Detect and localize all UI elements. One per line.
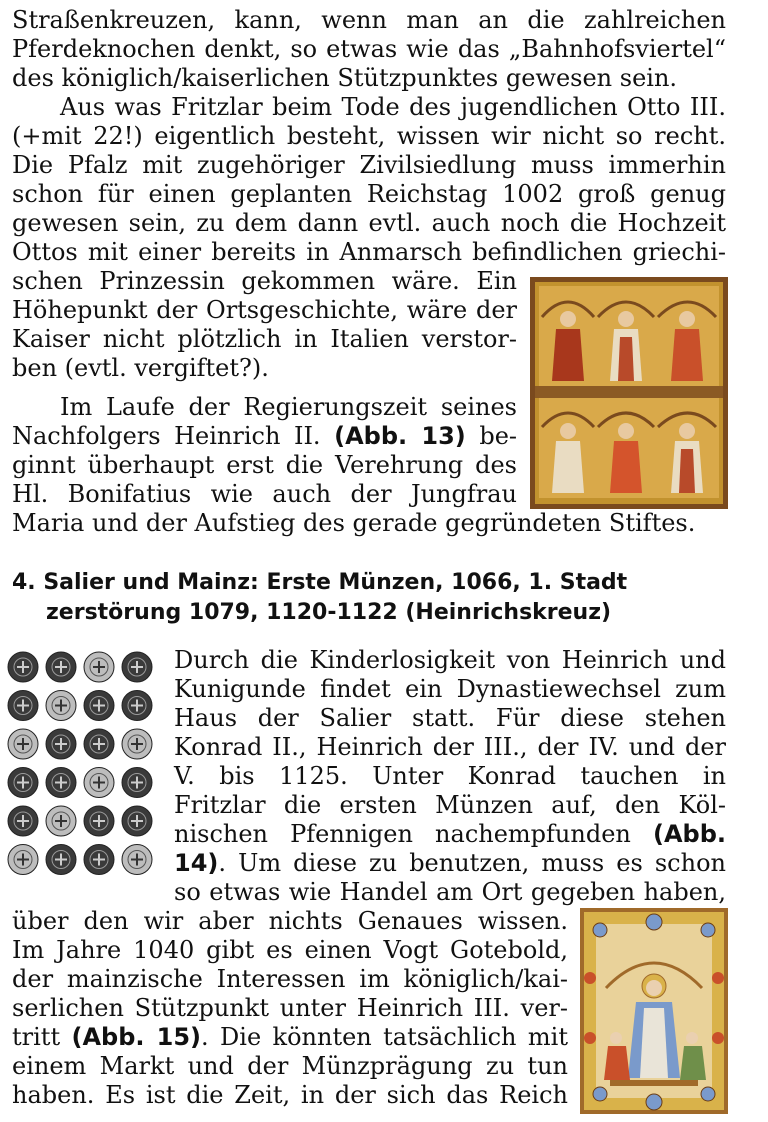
coin [84,652,114,682]
text-line: Fritzlar die ersten Münzen auf, den Köl- [174,791,726,819]
coin [46,652,76,682]
text-line: so etwas wie Handel am Ort gegeben haben, [174,878,726,906]
text-span: tritt [12,1023,72,1051]
coin [46,768,76,798]
coin [84,729,114,759]
coin [8,691,38,721]
coin [8,806,38,836]
coins-grid [6,650,156,878]
text-line: Die Pfalz mit zugehöriger Zivilsiedlung muss immerhin [12,151,726,179]
text-line: Durch die Kinderlosigkeit von Heinrich und [174,646,726,674]
text-line: Im Laufe der Regierungszeit seines [60,393,517,421]
section-heading: 4. Salier und Mainz: Erste Münzen, 1066, 1. Stadt [12,570,628,595]
text-line: (+mit 22!) eigentlich besteht, wissen wir nicht so recht. [12,122,726,150]
text-line [12,1023,568,1052]
text-line: Höhepunkt der Ortsgeschichte, wäre der [12,296,517,324]
coin [8,768,38,798]
text-line: über den wir aber nichts Genaues wissen. [12,907,568,935]
text-line: Haus der Salier statt. Für diese stehen [174,704,726,732]
figure-reference: (Abb. [652,820,726,848]
figure-reference: 14) [174,849,219,877]
coin [46,729,76,759]
text-span: . Die könnten tatsächlich mit [201,1023,568,1051]
text-span: . Um diese zu benutzen, muss es schon [218,849,726,877]
coin [122,691,152,721]
text-line: ginnt überhaupt erst die Verehrung des [12,451,517,479]
text-line: Hl. Bonifatius wie auch der Jungfrau [12,480,517,508]
coin [84,768,114,798]
text-line: haben. Es ist die Zeit, in der sich das Reich [12,1081,568,1109]
text-line: Pferdeknochen denkt, so etwas wie das „Bahnhofsviertel“ [12,35,726,63]
text-line: Aus was Fritzlar beim Tode des jugendlichen Otto III. [60,93,726,121]
coin [122,806,152,836]
coin [46,691,76,721]
text-line: Konrad II., Heinrich der III., der IV. und der [174,733,726,761]
section-heading: zerstörung 1079, 1120-1122 (Heinrichskreuz) [46,600,612,625]
text-line: V. bis 1125. Unter Konrad tauchen in [174,762,726,790]
text-span: Nachfolgers Heinrich II. [12,422,335,450]
text-line: schen Prinzessin gekommen wäre. Ein [12,267,517,295]
coin [84,806,114,836]
text-line: Kaiser nicht plötzlich in Italien verstor- [12,325,517,353]
coin [8,652,38,682]
figure-13-image [530,277,728,509]
text-line [174,820,726,849]
coin [84,691,114,721]
text-line: ben (evtl. vergiftet?). [12,354,269,382]
coin [122,652,152,682]
text-line: Maria und der Aufstieg des gerade gegründeten Stiftes. [12,509,696,537]
text-line: schon für einen geplanten Reichstag 1002 groß genug [12,180,726,208]
text-line: der mainzische Interessen im königlich/kai- [12,965,568,993]
text-line [174,849,726,878]
coin [46,806,76,836]
coin [46,845,76,875]
coin [122,729,152,759]
text-line: Kunigunde findet ein Dynastiewechsel zum [174,675,726,703]
coin [8,729,38,759]
coin [84,845,114,875]
coin [8,845,38,875]
text-line: gewesen sein, zu dem dann evtl. auch noch die Hochzeit [12,209,726,237]
text-span: be- [465,422,518,450]
text-line [12,422,517,451]
coin [122,845,152,875]
coin [122,768,152,798]
text-line: Straßenkreuzen, kann, wenn man an die zahlreichen [12,6,726,34]
text-line: serlichen Stützpunkt unter Heinrich III. ver- [12,994,568,1022]
figure-reference: (Abb. 13) [334,422,466,450]
figure-15-image [580,908,728,1114]
text-span: nischen Pfennigen nachempfunden [174,820,653,848]
text-line: des königlich/kaiserlichen Stützpunktes gewesen sein. [12,64,678,92]
figure-14-image [6,650,156,878]
text-line: einem Markt und der Münzprägung zu tun [12,1052,568,1080]
text-line: Ottos mit einer bereits in Anmarsch befindlichen griechi- [12,238,726,266]
figure-reference: (Abb. 15) [71,1023,201,1051]
text-line: Im Jahre 1040 gibt es einen Vogt Gotebold, [12,936,568,964]
